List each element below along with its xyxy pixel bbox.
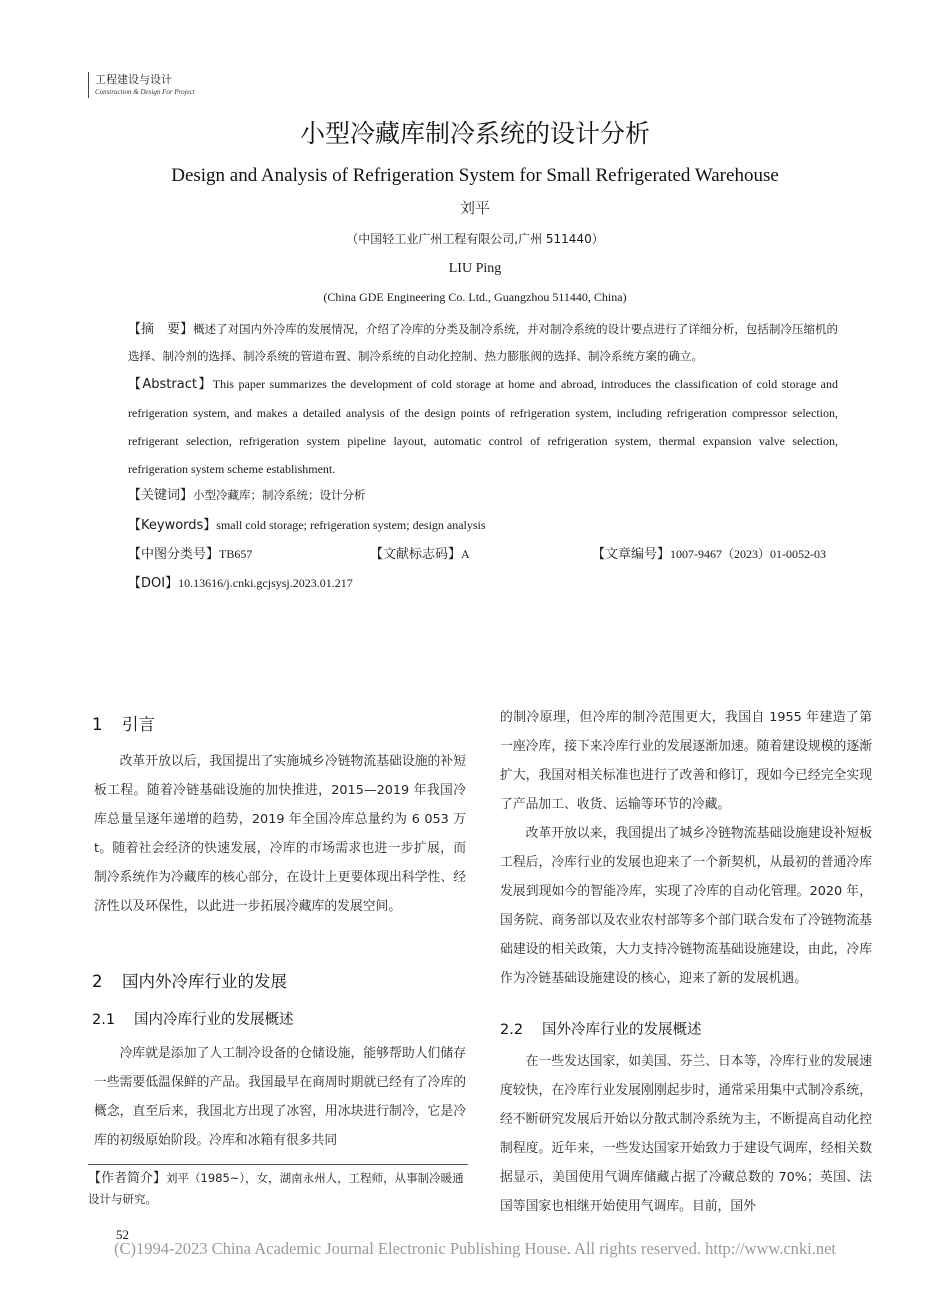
keywords-en-text: small cold storage; refrigeration system; design analysis — [216, 518, 486, 532]
paragraph: 冷库就是添加了人工制冷设备的仓储设施，能够帮助人们储存一些需要低温保鲜的产品。我国最早在商周时期就已经有了冷库的概念，直至后来，我国北方出现了冰窖，用冰块进行制冷，它是冷库的初级原始阶段。冷库和冰箱有很多共同 — [94, 1046, 466, 1148]
paper-title-cn: 小型冷藏库制冷系统的设计分析 — [299, 119, 650, 148]
page-number: 52 — [116, 1227, 129, 1242]
section-2-heading: 2 国内外冷库行业的发展 — [92, 972, 287, 991]
section-2-2-heading: 2.2 国外冷库行业的发展概述 — [500, 1022, 702, 1038]
footnote-text: 刘平（1985~），女，湖南永州人，工程师，从事制冷暖通设计与研究。 — [88, 1171, 464, 1206]
author-en: LIU Ping — [448, 261, 502, 276]
article-number: 【文章编号】1007-9467（2023）01-0052-03 — [592, 547, 827, 562]
paragraph: 在一些发达国家，如美国、芬兰、日本等，冷库行业的发展速度较快，在冷库行业发展刚刚起步时，通常采用集中式制冷系统，经不断研究发展后开始以分散式制冷系统为主，不断提高自动化控制程度。近年来，一些发达国家开始致力于建设气调库，经相关数据显示，美国使用气调库储藏占据了冷藏总数的 70%；英国、法国等国家也相继开始使用气调库。目前，国外 — [500, 1054, 872, 1214]
keywords-cn-text: 小型冷藏库；制冷系统；设计分析 — [193, 488, 366, 502]
section-2-1-heading: 2.1 国内冷库行业的发展概述 — [92, 1012, 294, 1028]
abstract-cn-text: 概述了对国内外冷库的发展情况，介绍了冷库的分类及制冷系统，并对制冷系统的设计要点进行了详细分析，包括制冷压缩机的选择、制冷剂的选择、制冷系统的管道布置、制冷系统的自动化控制、热力膨胀阀的选择、制冷系统方案的确立。 — [128, 322, 838, 363]
author-cn: 刘平 — [459, 199, 490, 217]
keywords-en — [128, 514, 838, 537]
section-1-heading: 1 引言 — [92, 715, 155, 734]
section-1-body — [94, 747, 466, 921]
paper-title-en: Design and Analysis of Refrigeration System for Small Refrigerated Warehouse — [171, 165, 779, 186]
journal-name-cn: 工程建设与设计 — [95, 73, 172, 86]
abstract-cn-label: 【摘 要】 — [128, 322, 194, 337]
journal-name-en: Construction & Design For Project — [95, 88, 195, 96]
abstract-en — [128, 370, 838, 483]
author-footnote — [88, 1168, 468, 1209]
footnote-label: 【作者简介】 — [88, 1171, 167, 1186]
section-2-2-body — [500, 1047, 872, 1221]
document-code: 【文献标志码】A — [370, 547, 470, 562]
doi-row — [128, 572, 838, 595]
paragraph: 改革开放以后，我国提出了实施城乡冷链物流基础设施的补短板工程。随着冷链基础设施的加快推进，2015—2019 年我国冷库总量呈逐年递增的趋势，2019 年全国冷库总量约为 6 053 万 t。随着社会经济的快速发展，冷库的市场需求也进一步扩展，而制冷系统作为冷藏库的核心部分，在设计上更要体现出科学性、经济性以及环保性，以此进一步拓展冷藏库的发展空间。 — [94, 754, 466, 914]
abstract-cn — [128, 316, 838, 370]
keywords-en-label: 【Keywords】 — [128, 518, 217, 533]
footnote-divider — [88, 1164, 468, 1165]
affiliation-cn: （中国轻工业广州工程有限公司,广州 511440） — [346, 232, 604, 246]
doi-label: 【DOI】 — [128, 576, 179, 591]
affiliation-en: (China GDE Engineering Co. Ltd., Guangzhou 511440, China) — [323, 290, 627, 304]
abstract-en-label: 【Abstract】 — [128, 377, 213, 392]
keywords-cn-label: 【关键词】 — [128, 488, 194, 503]
doi-link[interactable]: 10.13616/j.cnki.gcjsysj.2023.01.217 — [178, 576, 353, 590]
journal-header — [88, 72, 195, 98]
right-column-body — [500, 703, 872, 993]
paragraph: 的制冷原理，但冷库的制冷范围更大，我国自 1955 年建造了第一座冷库，接下来冷库行业的发展逐渐加速。随着建设规模的逐渐扩大，我国对相关标准也进行了改善和修订，现如今已经完全实现了产品加工、收货、运输等环节的冷藏。 — [500, 710, 872, 812]
copyright-watermark: (C)1994-2023 China Academic Journal Electronic Publishing House. All rights reserved. http://www.cnki.net — [113, 1239, 837, 1258]
abstract-en-text: This paper summarizes the development of cold storage at home and abroad, introduces the classification of cold storage and refrigeration system, and makes a detailed analysis of the design points of refrigeration system, including refrigeration compressor selection, refrigerant selection, refrigeration system pipeline layout, automatic control of refrigeration system, thermal expansion valve selection, refrigeration system scheme establishment. — [128, 377, 838, 476]
keywords-cn — [128, 484, 838, 507]
clc-code: 【中图分类号】TB657 — [128, 547, 253, 562]
section-2-1-body — [94, 1039, 466, 1155]
paragraph: 改革开放以来，我国提出了城乡冷链物流基础设施建设补短板工程后，冷库行业的发展也迎来了一个新契机，从最初的普通冷库发展到现如今的智能冷库，实现了冷库的自动化管理。2020 年，国务院、商务部以及农业农村部等多个部门联合发布了冷链物流基础建设的相关政策，大力支持冷链物流基础设施建设，由此，冷库作为冷链基础设施建设的核心，迎来了新的发展机遇。 — [500, 826, 872, 986]
